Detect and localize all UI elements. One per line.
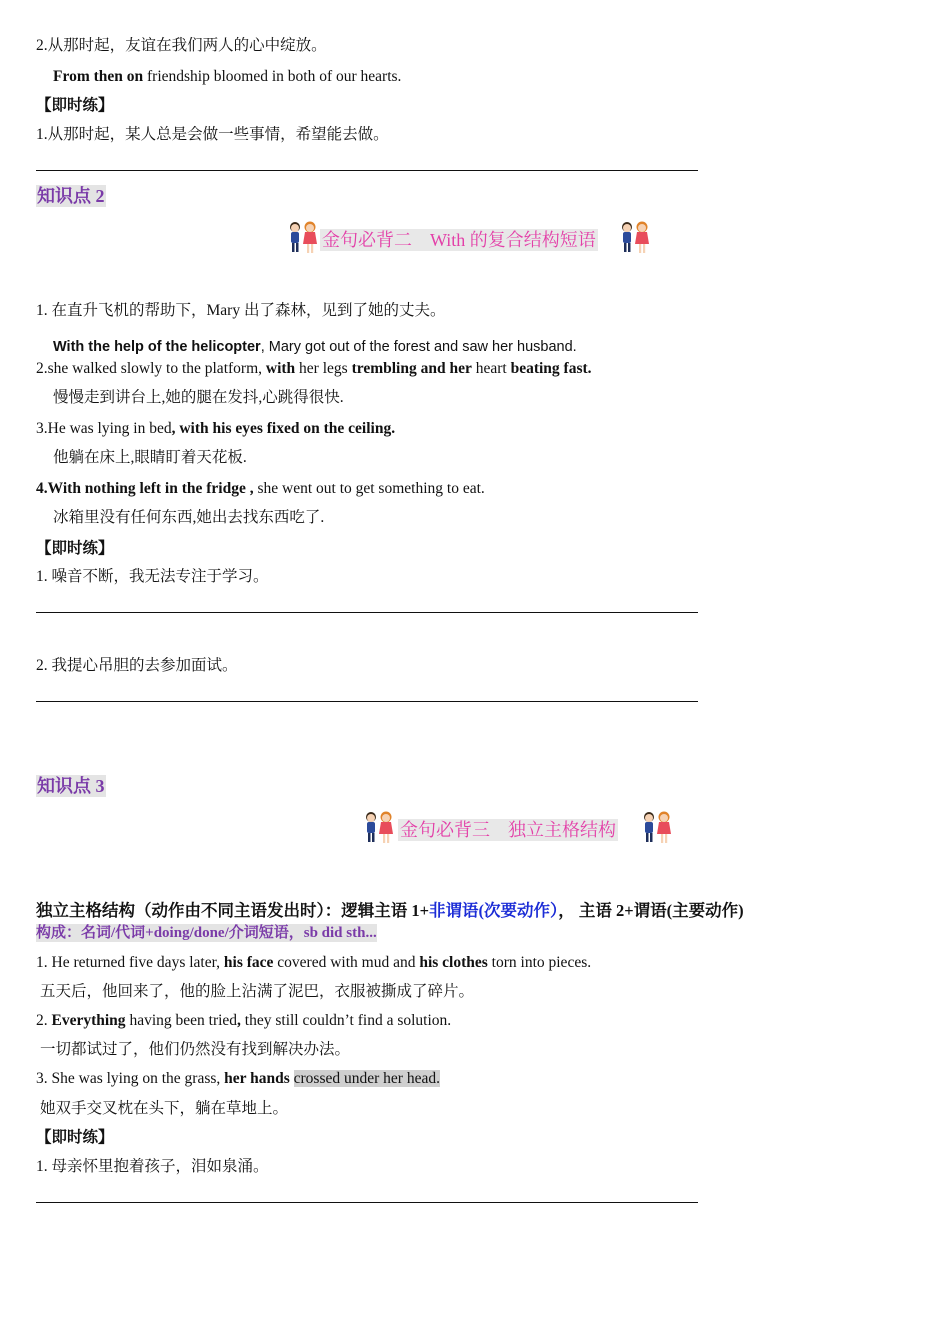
example-cn: 2.从那时起，友谊在我们两人的心中绽放。	[36, 37, 327, 54]
example-en-rest: friendship bloomed in both of our hearts.	[143, 68, 402, 85]
example-cn: 他躺在床上,眼睛盯着天花板.	[53, 449, 247, 466]
practice-label: 【即时练】	[36, 540, 114, 557]
text-run: 2.she walked slowly to the platform,	[36, 360, 266, 377]
knowledge-point-label: 知识点 3	[37, 776, 105, 796]
kids-icon	[640, 810, 674, 846]
practice-item: 1. 噪音不断，我无法专注于学习。	[36, 568, 269, 585]
phrase-bold: 4.With nothing left in the fridge ,	[36, 480, 254, 497]
example-en	[36, 359, 592, 379]
banner-title: 金句必背二 With 的复合结构短语	[322, 230, 596, 250]
practice-label: 【即时练】	[36, 97, 114, 114]
answer-line[interactable]	[36, 612, 698, 613]
example-en	[36, 1069, 440, 1089]
section-banner	[286, 220, 656, 256]
text-run: having been tried	[125, 1012, 238, 1029]
section-banner	[362, 810, 674, 846]
example-en	[36, 1011, 451, 1031]
phrase-bold: with	[265, 360, 296, 377]
text-run: 1. He returned five days later,	[36, 954, 224, 971]
text-run: 2.	[36, 1012, 52, 1029]
text-run: 独立主格结构（动作由不同主语发出时）：逻辑主语 1+	[36, 901, 430, 920]
example-cn: 一切都试过了，他们仍然没有找到解决办法。	[40, 1041, 351, 1058]
text-run: covered with mud and	[273, 954, 420, 971]
example-cn: 1. 在直升飞机的帮助下，Mary 出了森林，见到了她的丈夫。	[36, 302, 446, 319]
example-en	[36, 953, 591, 973]
example-en-rest: , Mary got out of the forest and saw her husband.	[260, 339, 577, 355]
text-run: torn into pieces.	[487, 954, 592, 971]
text-run: her legs	[295, 360, 352, 377]
example-cn: 她双手交叉枕在头下，躺在草地上。	[40, 1100, 289, 1117]
practice-label: 【即时练】	[36, 1129, 114, 1146]
phrase-bold: Everything	[51, 1012, 126, 1029]
answer-line[interactable]	[36, 701, 698, 702]
structure-heading	[36, 901, 744, 921]
answer-line[interactable]	[36, 1202, 698, 1203]
text-run: heart	[471, 360, 511, 377]
non-predicate-label: 非谓语(次要动作）	[429, 901, 559, 920]
phrase-bold: his face	[223, 954, 274, 971]
phrase-bold: With the help of the helicopter	[53, 339, 261, 355]
practice-item: 1. 母亲怀里抱着孩子，泪如泉涌。	[36, 1158, 269, 1175]
phrase-bold: beating fast.	[510, 360, 592, 377]
text-run: ， 主语 2+谓语(主要动作)	[558, 901, 744, 920]
example-en	[53, 67, 401, 87]
practice-item: 2. 我提心吊胆的去参加面试。	[36, 657, 238, 674]
phrase-bold: ,	[237, 1012, 241, 1029]
example-cn: 慢慢走到讲台上,她的腿在发抖,心跳得很快.	[53, 389, 344, 406]
phrase-bold: , with his eyes fixed on the ceiling.	[171, 420, 396, 437]
answer-line[interactable]	[36, 170, 698, 171]
highlighted-phrase: crossed under her head.	[293, 1070, 440, 1087]
text-run: 3. She was lying on the grass,	[36, 1070, 225, 1087]
example-en	[36, 419, 395, 439]
phrase-bold: his clothes	[419, 954, 488, 971]
kids-icon	[286, 220, 320, 256]
example-cn: 五天后，他回来了，他的脸上沾满了泥巴，衣服被撕成了碎片。	[40, 983, 475, 1000]
structure-formula: 构成：名词/代词+doing/done/介词短语，sb did sth...	[36, 925, 377, 941]
phrase-bold: From then on	[53, 68, 144, 85]
text-run: 3.He was lying in bed	[36, 420, 172, 437]
text-run: they still couldn’t find a solution.	[240, 1012, 452, 1029]
kids-icon	[618, 220, 652, 256]
phrase-bold: trembling and her	[351, 360, 472, 377]
example-cn: 冰箱里没有任何东西,她出去找东西吃了.	[53, 509, 325, 526]
example-en	[36, 479, 485, 499]
banner-title: 金句必背三 独立主格结构	[400, 820, 616, 840]
example-en	[53, 337, 577, 357]
kids-icon	[362, 810, 396, 846]
text-run: she went out to get something to eat.	[253, 480, 485, 497]
practice-item: 1.从那时起，某人总是会做一些事情，希望能去做。	[36, 126, 389, 143]
phrase-bold: her hands	[224, 1070, 290, 1087]
knowledge-point-label: 知识点 2	[37, 186, 105, 206]
